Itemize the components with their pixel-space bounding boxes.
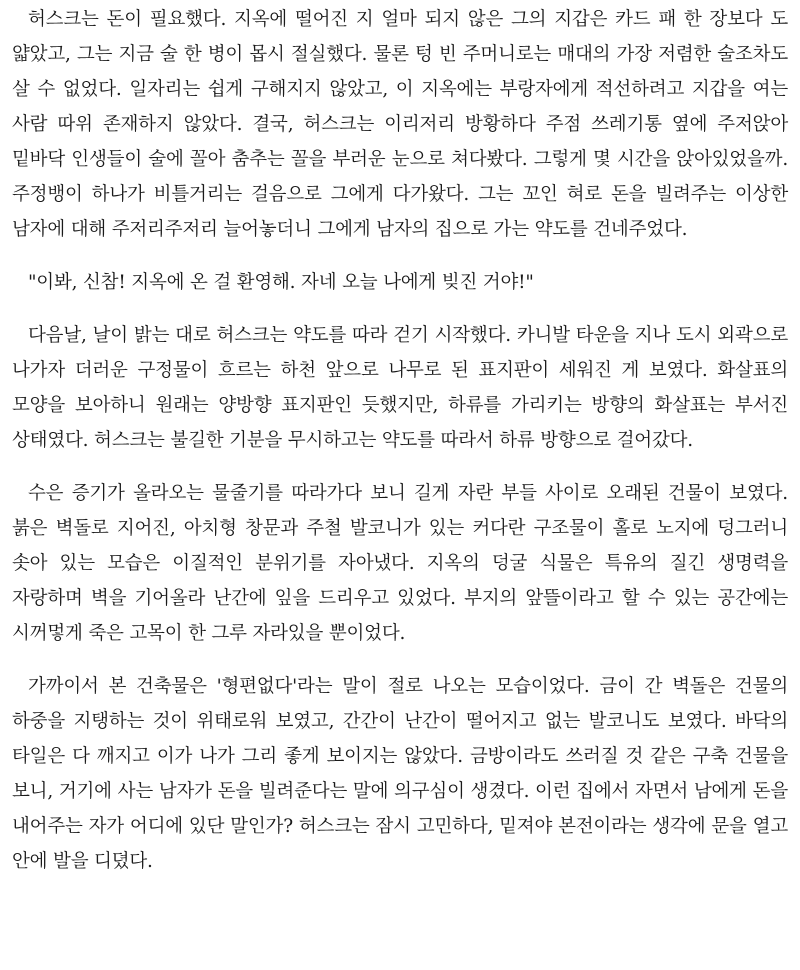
paragraph-3: 수은 증기가 올라오는 물줄기를 따라가다 보니 길게 자란 부들 사이로 오래된 건물이 보였다. 붉은 벽돌로 지어진, 아치형 창문과 주철 발코니가 있는 커다란 구조물이 홀로 노지에 덩그러니 솟아 있는 모습은 이질적인 분위기를 자아냈다. 지옥의 덩굴 식물은 특유의 질긴 생명력을 자랑하며 벽을 기어올라 난간에 잎을 드리우고 있었다. 부지의 앞뜰이라고 할 수 있는 공간에는 시꺼멓게 죽은 고목이 한 그루 자라있을 뿐이었다.	[12, 483, 788, 644]
dialogue-line: "이봐, 신참! 지옥에 온 걸 환영해. 자네 오늘 나에게 빚진 거야!"	[28, 272, 534, 293]
paragraph-4: 가까이서 본 건축물은 '형편없다'라는 말이 절로 나오는 모습이었다. 금이 간 벽돌은 건물의 하중을 지탱하는 것이 위태로워 보였고, 간간이 난간이 떨어지고 없는 발코니도 보였다. 바닥의 타일은 다 깨지고 이가 나가 그리 좋게 보이지는 않았다. 금방이라도 쓰러질 것 같은 구축 건물을 보니, 거기에 사는 남자가 돈을 빌려준다는 말에 의구심이 생겼다. 이런 집에서 자면서 남에게 돈을 내어주는 자가 어디에 있단 말인가? 허스크는 잠시 고민하다, 밑져야 본전이라는 생각에 문을 열고 안에 발을 디뎠다.	[12, 676, 788, 872]
paragraph-2: 다음날, 날이 밝는 대로 허스크는 약도를 따라 걷기 시작했다. 카니발 타운을 지나 도시 외곽으로 나가자 더러운 구정물이 흐르는 하천 앞으로 나무로 된 표지판이 세워진 게 보였다. 화살표의 모양을 보아하니 원래는 양방향 표지판인 듯했지만, 하류를 가리키는 방향의 화살표는 부서진 상태였다. 허스크는 불길한 기분을 무시하고는 약도를 따라서 하류 방향으로 걸어갔다.	[12, 325, 788, 451]
paragraph-1: 허스크는 돈이 필요했다. 지옥에 떨어진 지 얼마 되지 않은 그의 지갑은 카드 패 한 장보다 도 얇았고, 그는 지금 술 한 병이 몹시 절실했다. 물론 텅 빈 주머니로는 매대의 가장 저렴한 술조차도 살 수 없었다. 일자리는 쉽게 구해지지 않았고, 이 지옥에는 부랑자에게 적선하려고 지갑을 여는 사람 따위 존재하지 않았다. 결국, 허스크는 이리저리 방황하다 주점 쓰레기통 옆에 주저앉아 밑바닥 인생들이 술에 꼴아 춤추는 꼴을 부러운 눈으로 쳐다봤다. 그렇게 몇 시간을 앉아있었을까. 주정뱅이 하나가 비틀거리는 걸음으로 그에게 다가왔다. 그는 꼬인 혀로 돈을 빌려주는 이상한 남자에 대해 주저리주저리 늘어놓더니 그에게 남자의 집으로 가는 약도를 건네주었다.	[12, 9, 788, 240]
